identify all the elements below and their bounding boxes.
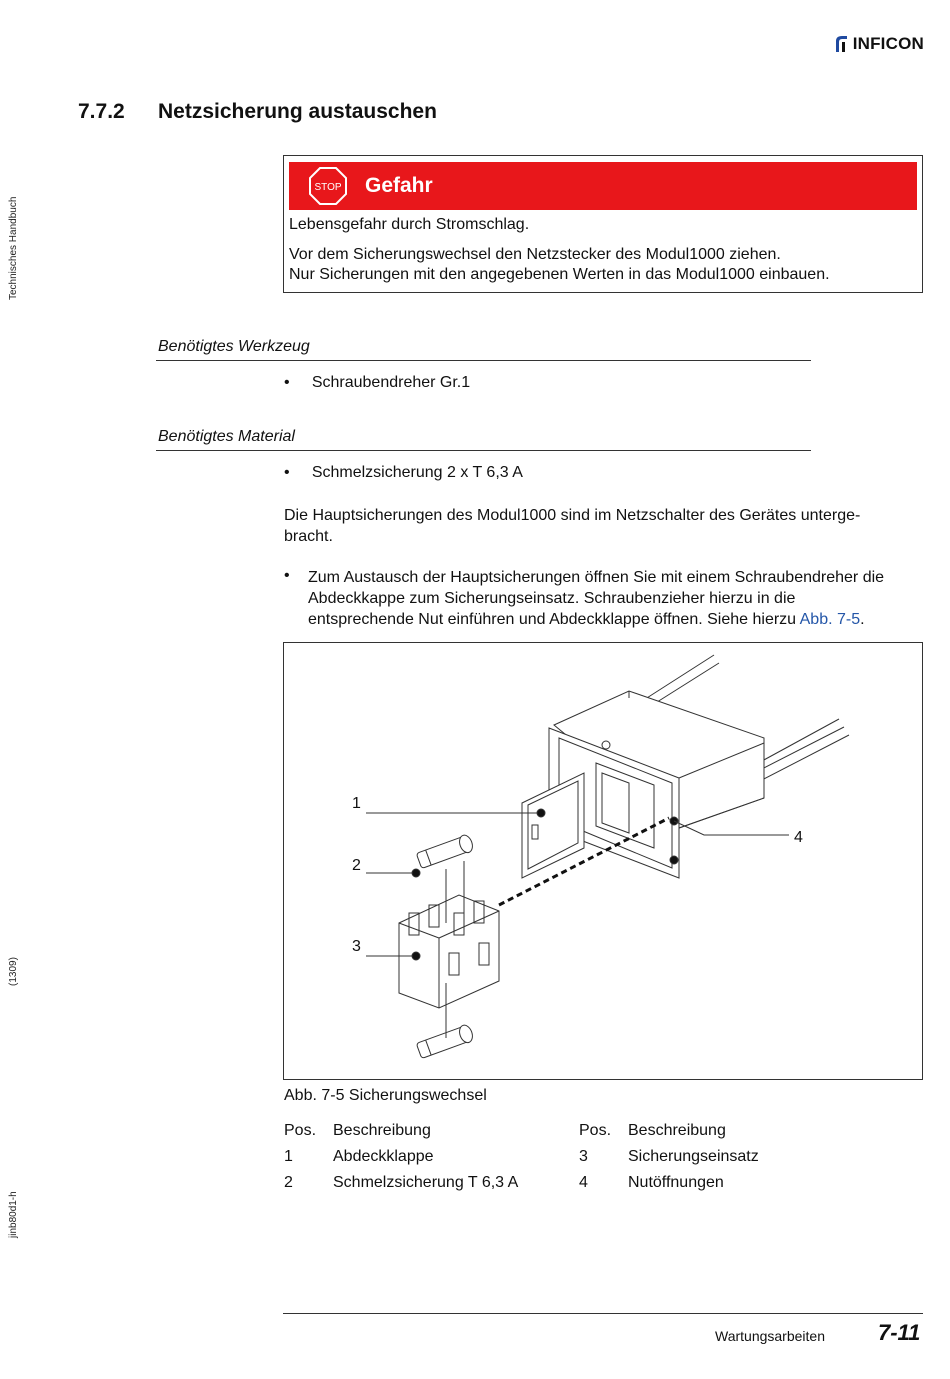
figure-caption: Abb. 7-5 Sicherungswechsel bbox=[284, 1087, 487, 1104]
material-item: • Schmelzsicherung 2 x T 6,3 A bbox=[284, 464, 523, 481]
danger-text-1: Lebensgefahr durch Stromschlag. bbox=[289, 216, 530, 233]
instruction-line-3-text: entsprechende Nut einführen und Abdeckklappe öffnen. Siehe hierzu bbox=[308, 611, 800, 628]
callout-1: 1 bbox=[352, 795, 361, 812]
instruction-line-3 bbox=[308, 609, 928, 630]
figure-fuse-replacement bbox=[283, 642, 923, 1080]
danger-warning-box bbox=[283, 155, 923, 293]
legend-header-desc-right: Beschreibung bbox=[628, 1122, 726, 1139]
stop-sign-icon bbox=[309, 167, 347, 205]
danger-text-3: Nur Sicherungen mit den angegebenen Werten in das Modul1000 einbauen. bbox=[289, 266, 830, 283]
tools-label: Benötigtes Werkzeug bbox=[158, 338, 310, 355]
paragraph-line-1: Die Hauptsicherungen des Modul1000 sind im Netzschalter des Gerätes unterge- bbox=[284, 507, 861, 524]
legend-pos-1: 1 bbox=[284, 1148, 293, 1165]
instruction-bullet: • bbox=[284, 567, 290, 584]
legend-pos-4: 4 bbox=[579, 1174, 588, 1191]
paragraph-line-2: bracht. bbox=[284, 528, 333, 545]
tools-item-text: Schraubendreher Gr.1 bbox=[311, 374, 471, 391]
stop-sign-text: STOP bbox=[314, 182, 342, 193]
callout-3: 3 bbox=[352, 938, 361, 955]
legend-desc-3: Sicherungseinsatz bbox=[628, 1148, 759, 1165]
section-number: 7.7.2 bbox=[78, 100, 125, 123]
legend-desc-2: Schmelzsicherung T 6,3 A bbox=[333, 1174, 519, 1191]
footer-rule bbox=[283, 1313, 923, 1314]
margin-note-manual: Technisches Handbuch bbox=[8, 196, 19, 300]
inficon-logo-icon bbox=[833, 34, 851, 54]
material-rule bbox=[156, 450, 811, 451]
paragraph-fuses bbox=[284, 505, 924, 547]
instruction-line-1: Zum Austausch der Hauptsicherungen öffnen Sie mit einem Schraubendreher die bbox=[308, 569, 885, 586]
legend-desc-1: Abdeckklappe bbox=[333, 1148, 434, 1165]
page-heading bbox=[78, 100, 437, 124]
figure-reference-link[interactable]: Abb. 7-5 bbox=[799, 611, 861, 628]
section-title: Netzsicherung austauschen bbox=[158, 100, 437, 123]
legend-desc-4: Nutöffnungen bbox=[628, 1174, 724, 1191]
callout-4: 4 bbox=[794, 829, 803, 846]
fuse-diagram bbox=[284, 643, 922, 1079]
legend-header-pos-left: Pos. bbox=[284, 1122, 317, 1139]
legend-pos-2: 2 bbox=[284, 1174, 293, 1191]
inficon-logo bbox=[833, 34, 924, 54]
legend-pos-3: 3 bbox=[579, 1148, 588, 1165]
tools-rule bbox=[156, 360, 811, 361]
danger-title: Gefahr bbox=[365, 174, 433, 197]
legend-header-desc-left: Beschreibung bbox=[333, 1122, 431, 1139]
danger-text-2: Vor dem Sicherungswechsel den Netzstecker des Modul1000 ziehen. bbox=[289, 246, 781, 263]
logo-text: INFICON bbox=[852, 34, 924, 53]
instruction-line-2: Abdeckkappe zum Sicherungseinsatz. Schraubenzieher hierzu in die bbox=[308, 590, 796, 607]
material-item-text: Schmelzsicherung 2 x T 6,3 A bbox=[311, 464, 523, 481]
tools-item: • Schraubendreher Gr.1 bbox=[284, 374, 471, 391]
footer-section-name: Wartungsarbeiten bbox=[715, 1328, 825, 1344]
legend-header-pos-right: Pos. bbox=[579, 1122, 612, 1139]
instruction-text bbox=[308, 567, 928, 630]
material-label: Benötigtes Material bbox=[158, 428, 295, 445]
footer-page-number: 7-11 bbox=[878, 1320, 921, 1345]
margin-note-docid: jinb80d1-h bbox=[8, 1191, 19, 1238]
callout-2: 2 bbox=[352, 857, 361, 874]
danger-header-bar bbox=[289, 162, 917, 210]
instruction-line-3-suffix: . bbox=[860, 611, 865, 628]
margin-note-version: (1309) bbox=[8, 957, 19, 986]
